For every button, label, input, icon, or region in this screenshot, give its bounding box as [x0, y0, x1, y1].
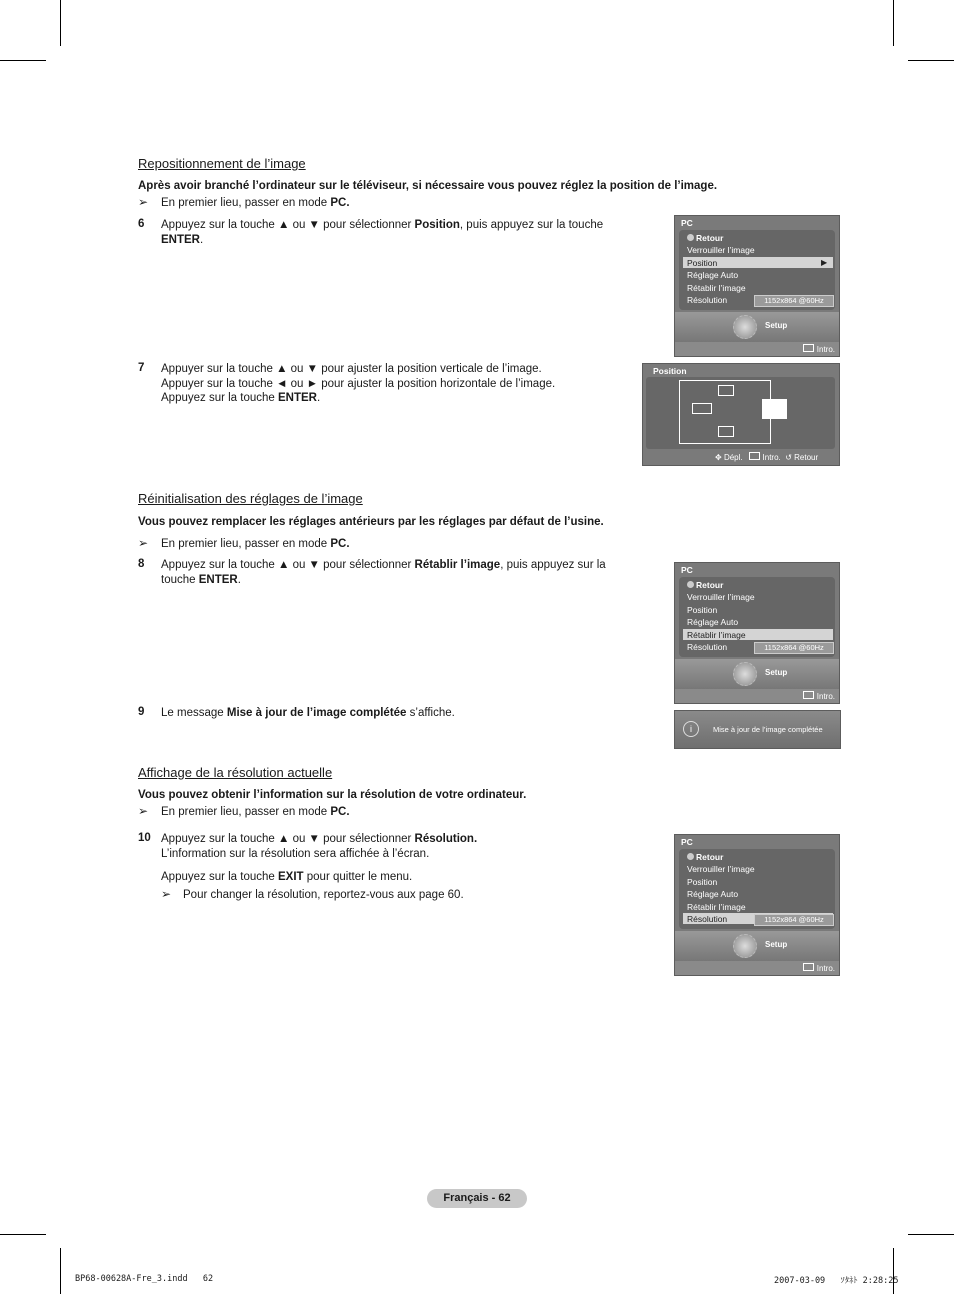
osd-panel — [679, 230, 835, 310]
enter-icon — [803, 344, 814, 352]
osd-pc-menu — [674, 215, 840, 357]
osd-footer — [675, 312, 839, 342]
crop-mark — [0, 60, 46, 61]
step-10-note: Pour changer la résolution, reportez-vous aux page 60. — [183, 889, 464, 901]
osd-intro-label: Intro. — [803, 963, 835, 973]
osd-footer — [675, 931, 839, 961]
arrow-icon: ➢ — [138, 536, 149, 550]
section-intro: Après avoir branché l’ordinateur sur le téléviseur, si nécessaire vous pouvez réglez la position de l’image. — [138, 180, 718, 192]
return-icon: ↺ — [785, 453, 792, 462]
step-number: 9 — [138, 706, 145, 718]
note-pc-mode: En premier lieu, passer en mode PC. — [161, 806, 350, 818]
osd-item: Réglage Auto — [687, 270, 739, 280]
osd-header: PC — [681, 837, 693, 847]
crop-mark — [908, 60, 954, 61]
osd-footer-bar — [675, 342, 839, 356]
section-intro: Vous pouvez obtenir l’information sur la résolution de votre ordinateur. — [138, 789, 527, 801]
osd-item-selected: Position — [687, 258, 718, 268]
osd-intro-label: Intro. — [803, 691, 835, 701]
osd-footer-bar — [675, 961, 839, 975]
osd-resolution-value: 1152x864 @60Hz — [754, 642, 834, 654]
crop-mark — [60, 1248, 61, 1294]
osd-item: Verrouiller l’image — [687, 592, 755, 602]
right-arrow-icon — [762, 399, 787, 419]
osd-position-screen — [642, 363, 840, 466]
osd-item: Position — [687, 877, 718, 887]
return-icon — [687, 853, 694, 860]
section-title-reinitialisation: Réinitialisation des réglages de l’image — [138, 491, 363, 506]
right-arrow-icon: ▶ — [821, 258, 828, 267]
osd-panel — [646, 377, 835, 449]
osd-setup-label: Setup — [765, 321, 788, 330]
osd-item: Réglage Auto — [687, 617, 739, 627]
osd-back: Retour — [687, 852, 723, 862]
step-number: 7 — [138, 362, 145, 374]
step-6-text: Appuyez sur la touche ▲ ou ▼ pour sélectionner Position, puis appuyez sur la touche ENTER. — [161, 219, 604, 246]
osd-item: Verrouiller l’image — [687, 864, 755, 874]
step-7-text: Appuyer sur la touche ▲ ou ▼ pour ajuster la position verticale de l’image. Appuyer sur la touche ◄ ou ► pour ajuster la position horizontale de l’image. Appuyez sur la touche ENTER. — [161, 363, 556, 404]
note-pc-mode: En premier lieu, passer en mode PC. — [161, 197, 350, 209]
osd-pc-menu — [674, 562, 840, 704]
osd-item: Rétablir l’image — [687, 902, 746, 912]
crop-mark — [908, 1234, 954, 1235]
step-8-text: Appuyez sur la touche ▲ ou ▼ pour sélectionner Rétablir l’image, puis appuyez sur la touche ENTER. — [161, 559, 606, 586]
osd-item: Résolution — [687, 295, 728, 305]
osd-pc-menu — [674, 834, 840, 976]
osd-panel — [679, 577, 835, 657]
osd-setup-label: Setup — [765, 668, 788, 677]
step-number: 8 — [138, 558, 145, 570]
left-arrow-icon — [692, 403, 712, 414]
note-pc-mode: En premier lieu, passer en mode PC. — [161, 538, 350, 550]
arrow-icon: ➢ — [138, 195, 149, 209]
section-title-repositionnement: Repositionnement de l’image — [138, 156, 306, 171]
step-number: 6 — [138, 218, 145, 230]
osd-item: Rétablir l’image — [687, 283, 746, 293]
osd-message-text: Mise à jour de l’image complétée — [713, 725, 823, 734]
step-number: 10 — [138, 832, 151, 844]
osd-intro-label: Intro. — [803, 344, 835, 354]
crop-mark — [893, 1248, 894, 1294]
up-arrow-icon — [718, 385, 734, 396]
crop-mark — [60, 0, 61, 46]
osd-resolution-value: 1152x864 @60Hz — [754, 295, 834, 307]
page-number-badge: Français - 62 — [427, 1189, 527, 1208]
section-intro: Vous pouvez remplacer les réglages antérieurs par les réglages par défaut de l’usine. — [138, 516, 604, 528]
osd-setup-label: Setup — [765, 940, 788, 949]
osd-message-box — [674, 710, 841, 749]
osd-footer-bar — [675, 689, 839, 703]
osd-header: PC — [681, 218, 693, 228]
osd-panel — [679, 849, 835, 929]
enter-icon — [803, 691, 814, 699]
arrow-icon: ➢ — [161, 887, 172, 901]
down-arrow-icon — [718, 426, 734, 437]
osd-item-selected: Résolution — [687, 914, 728, 924]
section-title-resolution: Affichage de la résolution actuelle — [138, 765, 333, 780]
enter-icon — [749, 452, 760, 460]
step-10-text: Appuyez sur la touche ▲ ou ▼ pour sélectionner Résolution. L’information sur la résolution sera affichée à l’écran. — [161, 833, 478, 860]
osd-position-footer: ✥ Dépl. Intro. ↺ Retour — [715, 453, 819, 462]
info-icon: i — [683, 721, 699, 737]
move-icon: ✥ — [715, 453, 722, 462]
gear-icon — [733, 662, 757, 686]
crop-mark — [893, 0, 894, 46]
file-info: BP68-00628A-Fre_3.indd 62 — [75, 1274, 214, 1284]
osd-item: Réglage Auto — [687, 889, 739, 899]
osd-item: Verrouiller l’image — [687, 245, 755, 255]
crop-mark — [0, 1234, 46, 1235]
return-icon — [687, 581, 694, 588]
osd-resolution-value: 1152x864 @60Hz — [754, 914, 834, 926]
timestamp: 2007-03-09 ｿﾀﾈﾄ 2:28:25 — [774, 1276, 899, 1286]
osd-header: PC — [681, 565, 693, 575]
gear-icon — [733, 315, 757, 339]
arrow-icon: ➢ — [138, 804, 149, 818]
osd-back: Retour — [687, 580, 723, 590]
osd-footer — [675, 659, 839, 689]
osd-header: Position — [653, 366, 687, 376]
osd-item: Résolution — [687, 642, 728, 652]
enter-icon — [803, 963, 814, 971]
gear-icon — [733, 934, 757, 958]
osd-item-selected: Rétablir l’image — [687, 630, 746, 640]
step-9-text: Le message Mise à jour de l’image complétée s’affiche. — [161, 707, 455, 719]
step-10-exit: Appuyez sur la touche EXIT pour quitter le menu. — [161, 871, 413, 883]
osd-back: Retour — [687, 233, 723, 243]
osd-item: Position — [687, 605, 718, 615]
return-icon — [687, 234, 694, 241]
